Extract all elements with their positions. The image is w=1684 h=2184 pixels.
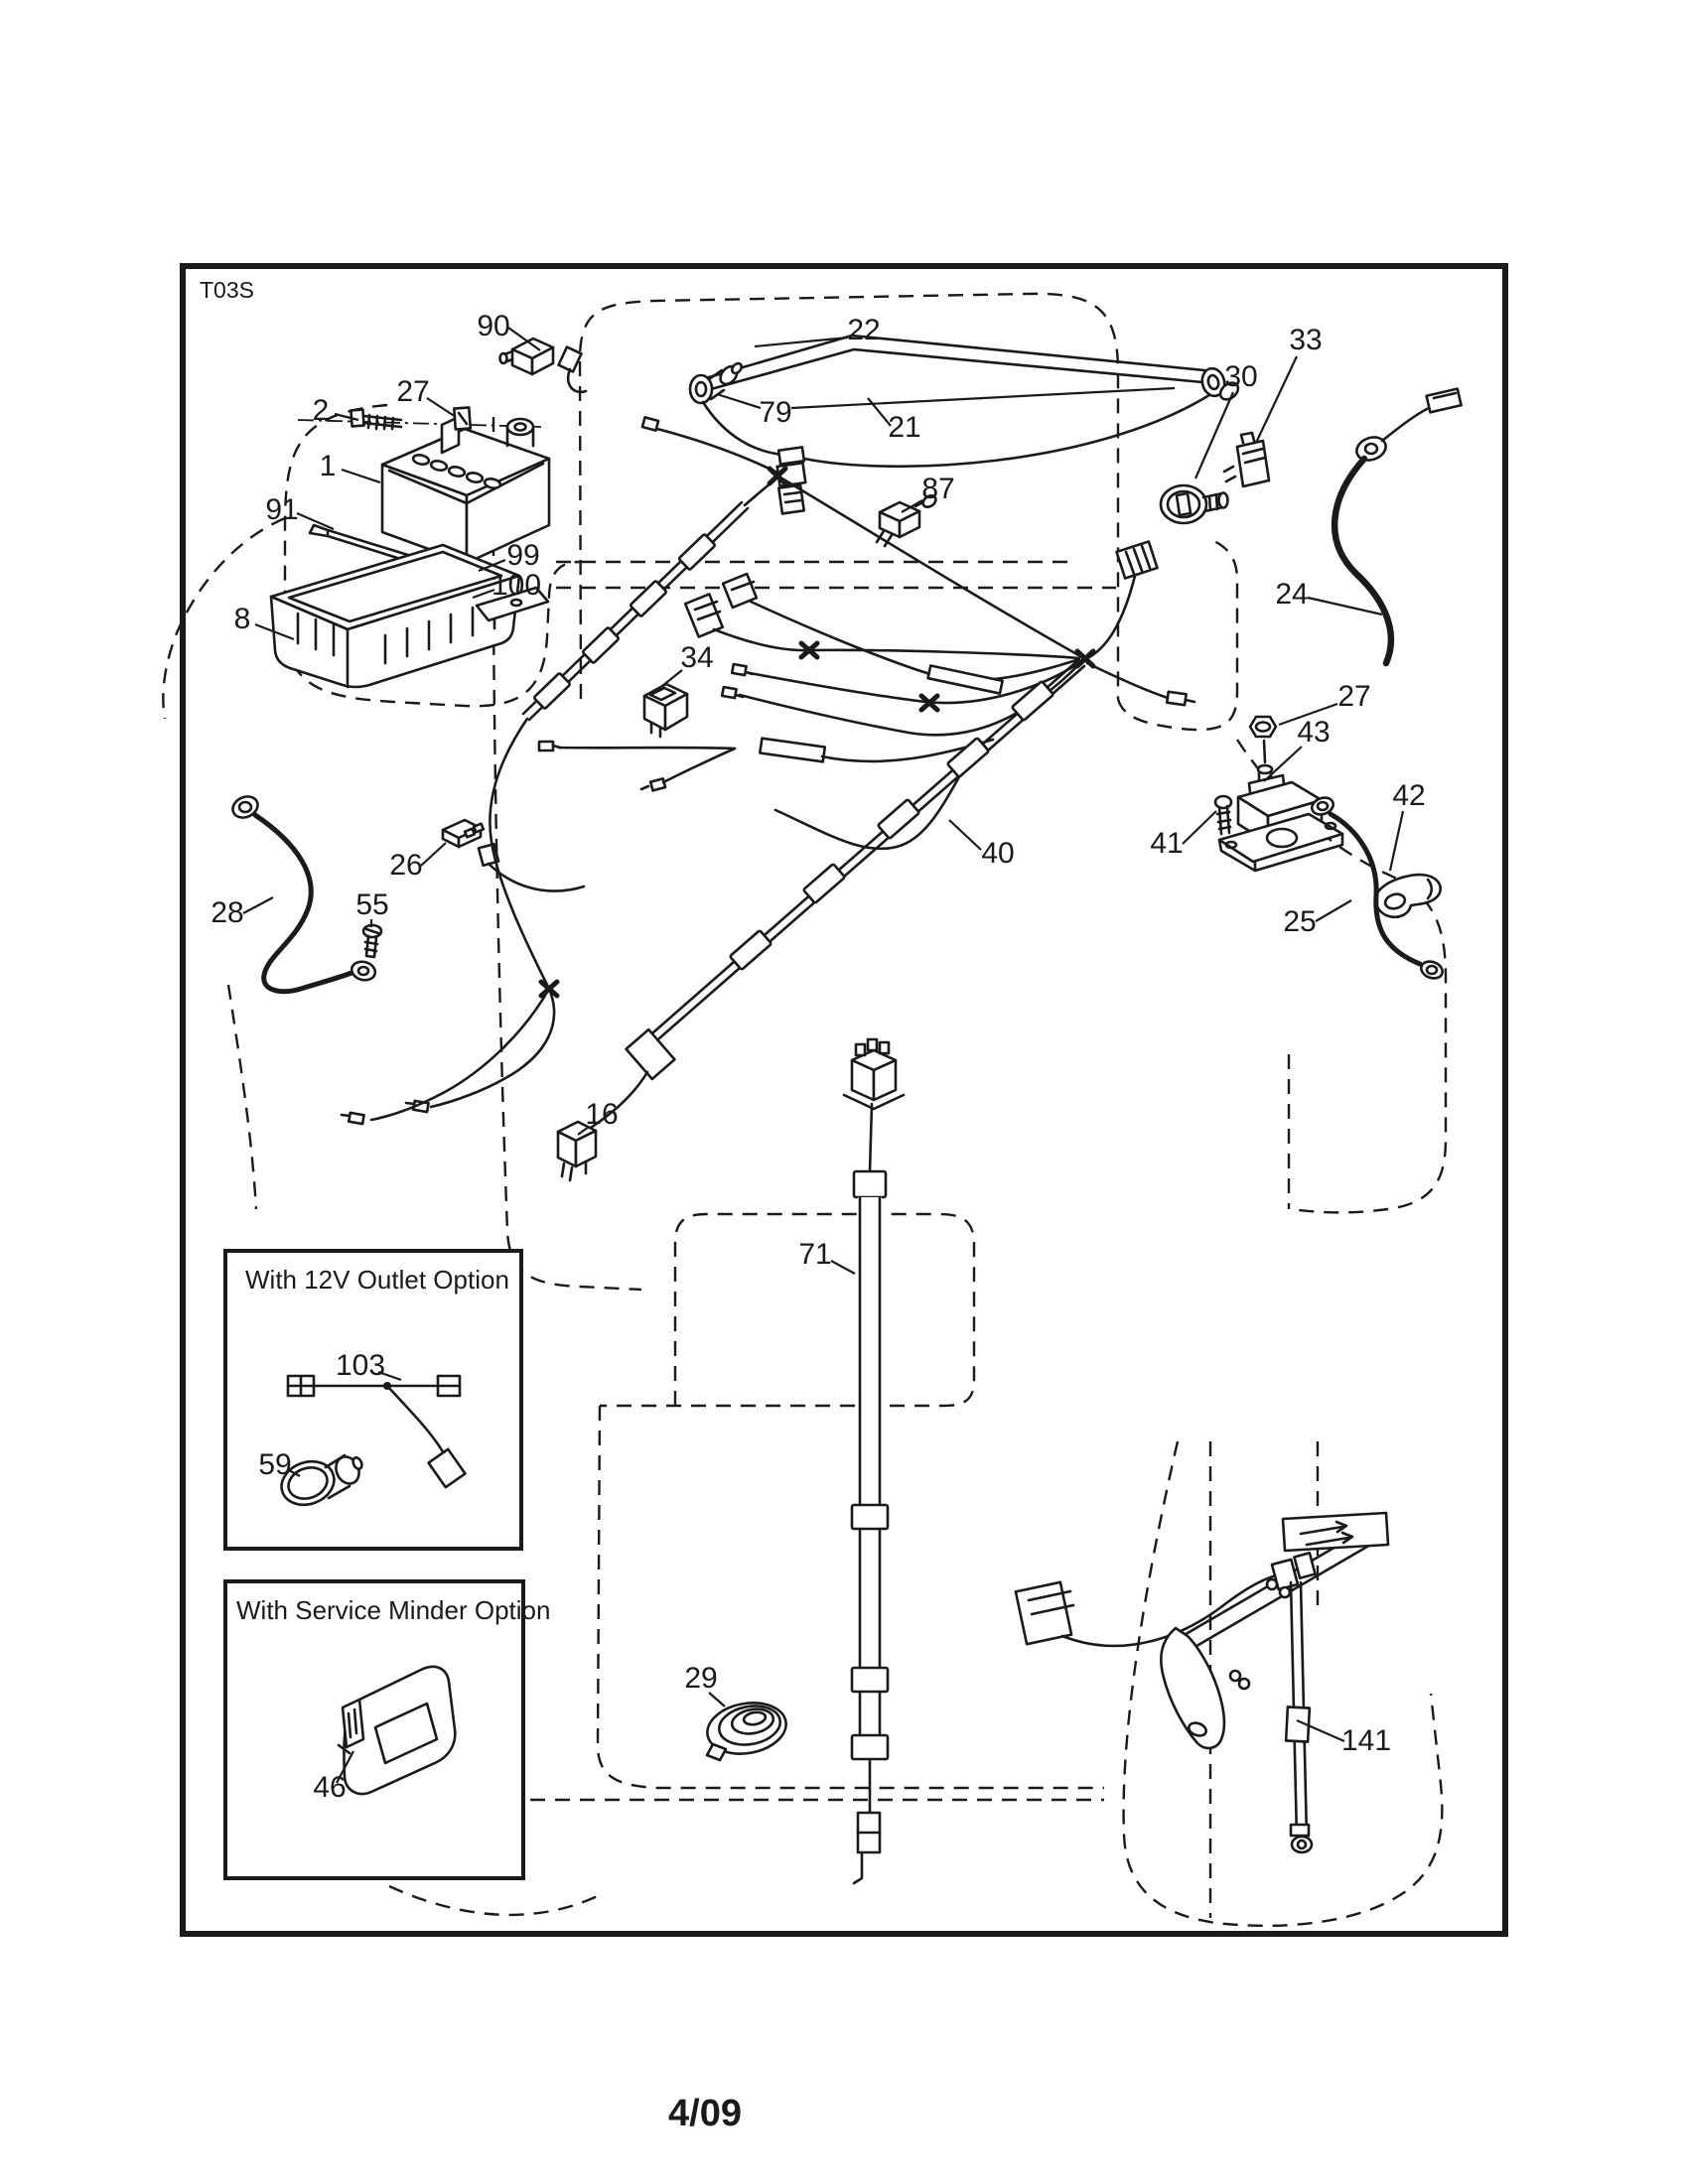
part-callout-87: 87 [921, 473, 955, 505]
part-callout-16: 16 [585, 1098, 619, 1131]
callout-leader-42 [1390, 811, 1403, 871]
callout-leader-27 [427, 398, 456, 417]
callout-leader-30 [1195, 392, 1233, 478]
part-callout-30: 30 [1224, 360, 1258, 393]
battery-bolt-centerline [298, 420, 541, 427]
solenoid-nut-27 [1250, 717, 1276, 762]
callout-leader-41 [1183, 811, 1216, 844]
part-callout-43: 43 [1297, 716, 1331, 749]
part-callout-41: 41 [1150, 827, 1184, 860]
battery-clamp-27 [454, 407, 470, 429]
part-callout-55: 55 [355, 888, 389, 921]
seat-cable-71 [844, 1039, 1273, 1883]
seat-harness-plug [1016, 1582, 1071, 1644]
part-callout-29: 29 [684, 1662, 718, 1695]
part-callout-33: 33 [1289, 324, 1323, 356]
callout-leader-24 [1308, 598, 1382, 614]
part-callout-28: 28 [210, 896, 244, 929]
circuit-breaker-33 [1224, 433, 1269, 486]
part-callout-2: 2 [312, 394, 330, 427]
callout-leader-26 [421, 843, 446, 866]
battery-cable-24 [1334, 389, 1461, 663]
callout-leader-1 [342, 470, 380, 482]
part-callout-24: 24 [1275, 578, 1309, 611]
trunk-end-plug [627, 1029, 675, 1079]
part-callout-79: 79 [759, 396, 792, 429]
outlet-option-label: With 12V Outlet Option [245, 1265, 509, 1295]
callout-leader-28 [243, 897, 273, 913]
service-minder-option-label: With Service Minder Option [236, 1595, 551, 1625]
relay-90 [500, 339, 554, 374]
part-callout-26: 26 [389, 849, 423, 882]
part-callout-21: 21 [888, 411, 921, 444]
callout-leader-34 [662, 670, 682, 686]
part-callout-42: 42 [1392, 779, 1426, 812]
solenoid-bolt-41 [1215, 796, 1231, 834]
grommet-29 [703, 1697, 789, 1760]
part-callout-22: 22 [847, 314, 881, 346]
callout-leader-79 [717, 394, 761, 408]
part-callout-100: 100 [491, 569, 542, 602]
page-footer-date: 4/09 [668, 2093, 742, 2134]
part-callout-99: 99 [506, 539, 540, 572]
part-callout-1: 1 [319, 450, 337, 482]
callout-leader-29 [709, 1693, 725, 1706]
part-callout-34: 34 [680, 641, 714, 674]
part-callout-8: 8 [233, 603, 251, 635]
part-callout-27: 27 [1337, 680, 1371, 713]
callout-leader-71 [831, 1261, 855, 1274]
ground-screw-55 [363, 925, 381, 957]
part-callout-25: 25 [1283, 905, 1317, 938]
bullet-terminal [539, 742, 560, 751]
bullet-terminal [1167, 692, 1194, 705]
part-callout-90: 90 [477, 310, 510, 342]
part-callout-103: 103 [335, 1349, 386, 1382]
part-callout-46: 46 [313, 1771, 347, 1804]
part-callout-40: 40 [981, 837, 1015, 870]
ignition-switch-30 [1161, 485, 1228, 523]
solenoid-43 [1219, 765, 1342, 871]
callout-leader-40 [949, 820, 981, 850]
fuse-26 [443, 820, 584, 891]
light-switch-34 [644, 684, 687, 737]
bullet-terminal [722, 687, 743, 698]
bullet-terminal [641, 778, 665, 790]
part-callout-27: 27 [396, 375, 430, 408]
diagram-model-code: T03S [200, 277, 254, 303]
part-callout-71: 71 [798, 1238, 832, 1271]
callout-leader-33 [1256, 356, 1297, 443]
service-minder-option-box [225, 1581, 550, 1878]
outlet-option-box [225, 1251, 521, 1549]
part-callout-59: 59 [258, 1448, 292, 1481]
part-callout-141: 141 [1340, 1724, 1392, 1757]
seat-bracket-141 [1161, 1513, 1388, 1852]
callout-leader-25 [1316, 900, 1351, 921]
part-callout-91: 91 [265, 493, 299, 526]
bullet-terminal [342, 1113, 364, 1124]
